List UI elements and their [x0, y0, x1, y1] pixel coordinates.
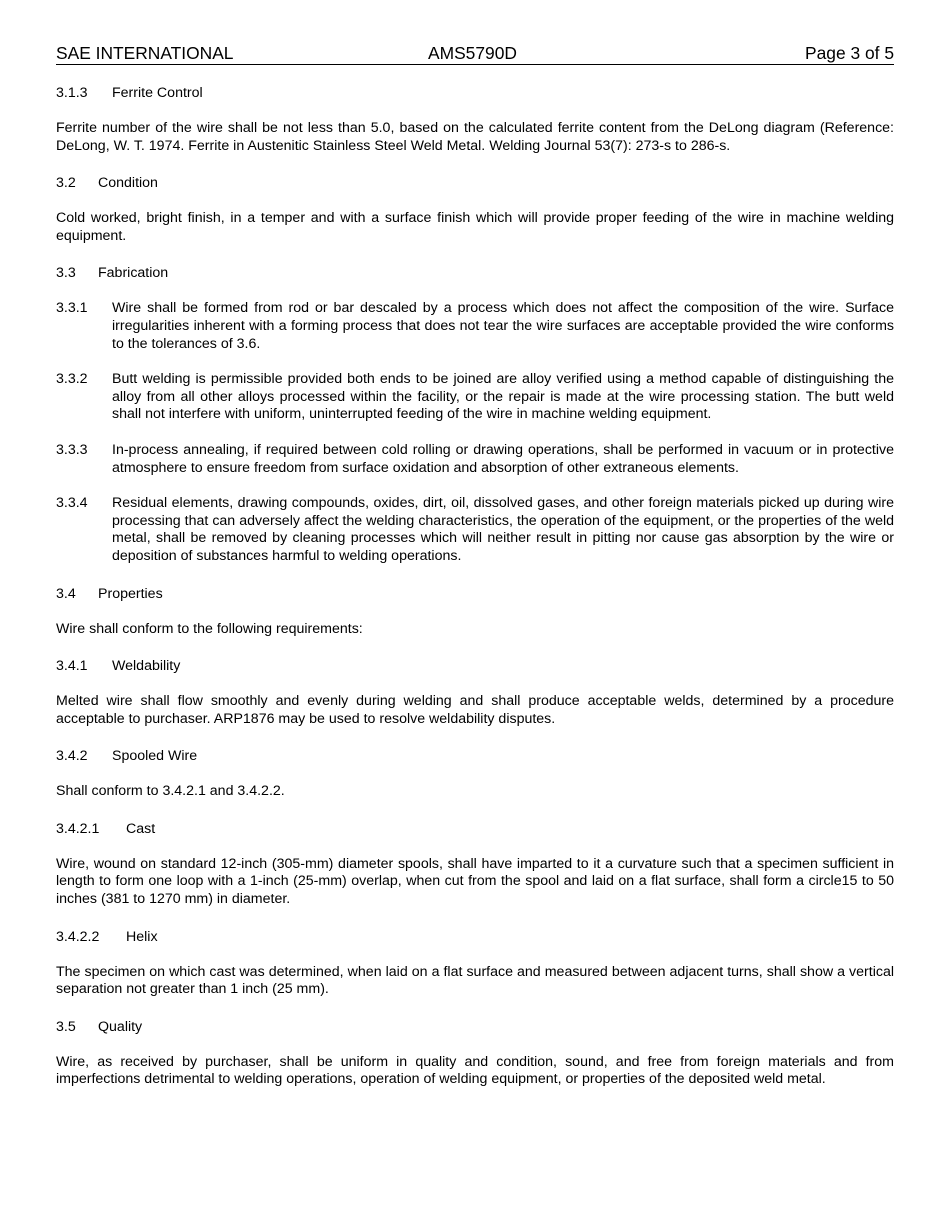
section-heading-3-4-2-1	[56, 820, 894, 838]
header-document-id: AMS5790D	[428, 43, 517, 63]
section-number: 3.4.1	[56, 658, 88, 675]
item-number: 3.3.2	[56, 371, 88, 388]
item-text: Residual elements, drawing compounds, oxides, dirt, oil, dissolved gases, and other foreign materials picked up during wire processing that can adversely affect the welding characteristics, the operation of the equipment, or the properties of the weld metal, shall be removed by cleaning processes which will neither result in pitting nor cause gas absorption by the wire or deposition of substances harmful to welding operations.	[112, 495, 894, 564]
section-heading-3-4-1	[56, 657, 894, 675]
section-title: Quality	[98, 1018, 143, 1035]
paragraph-weldability: Melted wire shall flow smoothly and evenly during welding and shall produce acceptable welds, determined by a procedure acceptable to purchaser. ARP1876 may be used to resolve weldability disputes.	[56, 693, 894, 727]
section-title: Properties	[98, 585, 163, 602]
section-heading-3-1-3	[56, 84, 894, 102]
item-number: 3.3.3	[56, 441, 88, 458]
section-heading-3-2	[56, 174, 894, 192]
section-title: Fabrication	[98, 265, 169, 282]
section-number: 3.3	[56, 265, 76, 282]
section-heading-3-4	[56, 585, 894, 603]
header-organization: SAE INTERNATIONAL	[56, 43, 234, 63]
paragraph-spooled-wire: Shall conform to 3.4.2.1 and 3.4.2.2.	[56, 783, 285, 800]
list-item-3-3-3	[56, 442, 894, 477]
section-heading-3-4-2	[56, 747, 894, 765]
item-text: In-process annealing, if required between cold rolling or drawing operations, shall be performed in vacuum or in protective atmosphere to ensure freedom from surface oxidation and absorption of other extraneous elements.	[112, 441, 894, 476]
section-title: Helix	[126, 928, 158, 945]
section-title: Condition	[98, 175, 158, 192]
section-number: 3.4	[56, 585, 76, 602]
section-heading-3-3	[56, 264, 894, 282]
header-page-number: Page 3 of 5	[805, 43, 894, 63]
list-item-3-3-1	[56, 300, 894, 353]
section-title: Spooled Wire	[112, 748, 198, 765]
paragraph-quality: Wire, as received by purchaser, shall be uniform in quality and condition, sound, and free from foreign materials and from imperfections detrimental to welding operations, operation of welding equipment, or properties of the deposited weld metal.	[56, 1053, 894, 1088]
section-heading-3-5	[56, 1018, 894, 1036]
section-number: 3.4.2	[56, 748, 88, 765]
paragraph-condition: Cold worked, bright finish, in a temper and with a surface finish which will provide proper feeding of the wire in machine welding equipment.	[56, 210, 894, 244]
list-item-3-3-4	[56, 495, 894, 565]
section-number: 3.4.2.1	[56, 820, 100, 837]
section-number: 3.1.3	[56, 85, 88, 101]
item-number: 3.3.1	[56, 300, 88, 317]
item-text: Butt welding is permissible provided both ends to be joined are alloy verified using a method capable of distinguishing the alloy from all other alloys processed within the facility, or the repair is made at the wire processing station. The butt weld shall not interfere with uniform, uninterrupted feeding of the wire in machine welding equipment.	[112, 371, 894, 423]
section-title: Cast	[126, 820, 156, 837]
section-number: 3.2	[56, 175, 76, 192]
paragraph-properties: Wire shall conform to the following requirements:	[56, 620, 363, 637]
page-header	[56, 42, 894, 65]
section-number: 3.4.2.2	[56, 928, 100, 945]
paragraph-ferrite-control: Ferrite number of the wire shall be not less than 5.0, based on the calculated ferrite content from the DeLong diagram (Reference: DeLong, W. T. 1974. Ferrite in Austenitic Stainless Steel Weld Metal. Welding Journal 53(7): 273-s to 286-s.	[56, 120, 894, 154]
section-title: Ferrite Control	[112, 85, 203, 101]
section-title: Weldability	[112, 658, 181, 675]
section-heading-3-4-2-2	[56, 928, 894, 946]
item-number: 3.3.4	[56, 495, 88, 512]
section-number: 3.5	[56, 1018, 76, 1035]
paragraph-helix: The specimen on which cast was determined, when laid on a flat surface and measured between adjacent turns, shall show a vertical separation not greater than 1 inch (25 mm).	[56, 963, 894, 998]
item-text: Wire shall be formed from rod or bar descaled by a process which does not affect the composition of the wire. Surface irregularities inherent with a forming process that does not tear the wire surfaces are acceptable provided the wire conforms to the tolerances of 3.6.	[112, 300, 894, 352]
list-item-3-3-2	[56, 371, 894, 424]
document-page	[56, 42, 894, 1089]
paragraph-cast: Wire, wound on standard 12-inch (305-mm) diameter spools, shall have imparted to it a curvature such that a specimen sufficient in length to form one loop with a 1-inch (25-mm) overlap, when cut from the spool and laid on a flat surface, shall form a circle15 to 50 inches (381 to 1270 mm) in diameter.	[56, 855, 894, 908]
